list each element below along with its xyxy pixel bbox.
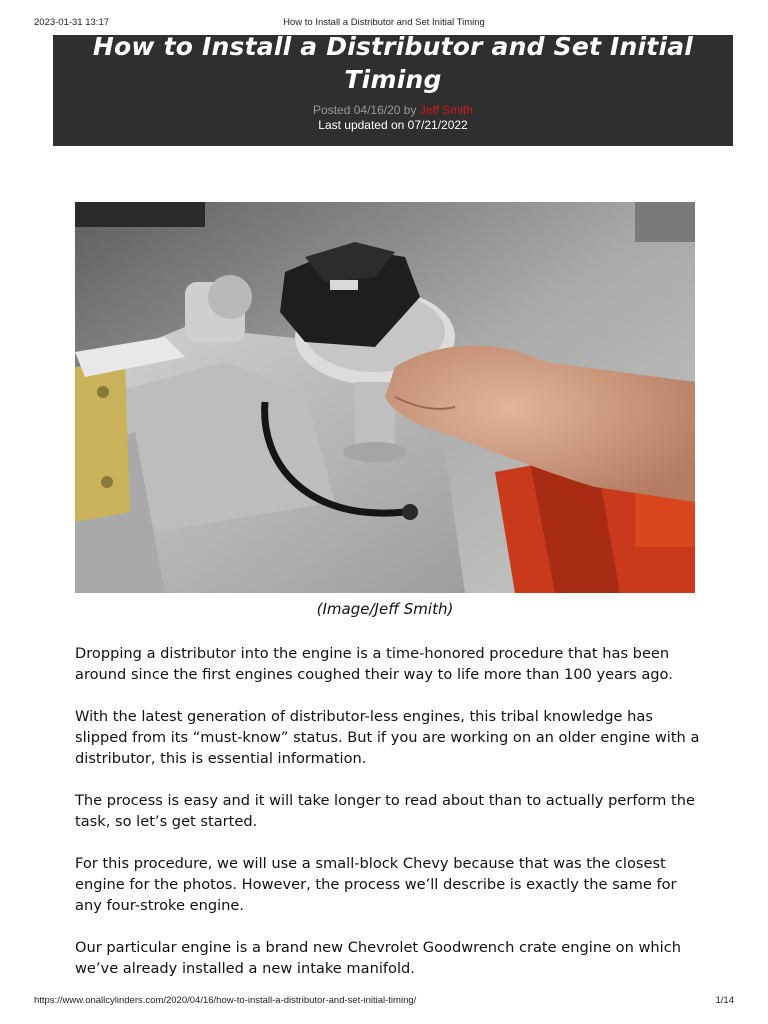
post-meta	[53, 102, 733, 118]
author-link[interactable]: Jeff Smith	[419, 103, 473, 117]
article-title: How to Install a Distributor and Set Initial Timing	[92, 35, 694, 94]
posted-date: Posted 04/16/20 by	[313, 103, 420, 117]
article-hero	[53, 35, 733, 146]
print-footer	[34, 995, 734, 1007]
source-url[interactable]: https://www.onallcylinders.com/2020/04/16/how-to-install-a-distributor-and-set-initial-timing/	[34, 995, 417, 1006]
paragraph: For this procedure, we will use a small-block Chevy because that was the closest engine for the photos. However, the process we’ll describe is exactly the same for any four-stroke engine.	[75, 855, 677, 914]
article-body	[75, 643, 700, 1000]
paragraph: With the latest generation of distributor-less engines, this tribal knowledge has slipped from its “must-know” status. But if you are working on an older engine with a distributor, this is essential information.	[75, 708, 700, 767]
print-doc-title: How to Install a Distributor and Set Initial Timing	[283, 17, 485, 28]
print-header	[34, 17, 734, 29]
paragraph: The process is easy and it will take longer to read about than to actually perform the task, so let’s get started.	[75, 792, 695, 830]
paragraph: Dropping a distributor into the engine is a time-honored procedure that has been around since the first engines coughed their way to life more than 100 years ago.	[75, 645, 673, 683]
article-photo	[75, 202, 695, 593]
last-updated: Last updated on 07/21/2022	[318, 118, 468, 132]
print-timestamp: 2023-01-31 13:17	[34, 17, 110, 28]
page-number: 1/14	[715, 995, 734, 1006]
photo-caption: (Image/Jeff Smith)	[316, 600, 454, 618]
paragraph: Our particular engine is a brand new Chevrolet Goodwrench crate engine on which we’ve already installed a new intake manifold.	[75, 939, 682, 977]
